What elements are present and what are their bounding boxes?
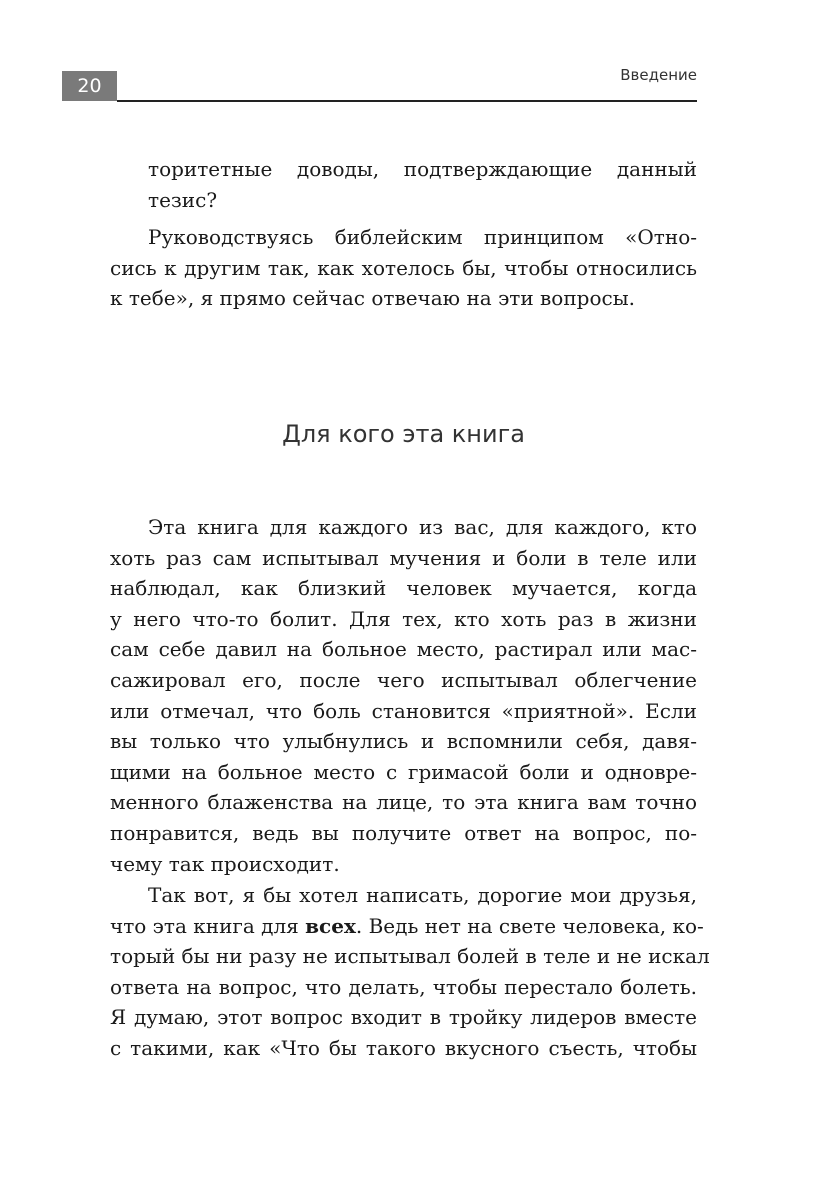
text-line: Эта книга для каждого из вас, для каждого, кто	[148, 515, 697, 539]
intro-continuation	[110, 154, 697, 215]
text-line: хоть раз сам испытывал мучения и боли в теле или	[110, 545, 697, 570]
text-line: к тебе», я прямо сейчас отвечаю на эти вопросы.	[110, 286, 635, 311]
text-line: или отмечал, что боль становится «приятной». Если	[110, 698, 697, 723]
text-line: Так вот, я бы хотел написать, дорогие мои друзья,	[148, 883, 697, 907]
text-line: щими на больное место с гримасой боли и одновре-	[110, 759, 697, 784]
text-span: . Ведь нет на свете человека, ко-	[355, 913, 704, 938]
text-line: Я думаю, этот вопрос входит в тройку лидеров вместе	[110, 1005, 697, 1030]
text-line: торитетные доводы, подтверждающие данный	[148, 157, 697, 181]
text-line	[110, 911, 704, 942]
text-line: чему так происходит.	[110, 851, 340, 876]
emphasis-all: всех	[305, 913, 356, 938]
header-rule	[117, 100, 697, 102]
text-line: сажировал его, после чего испытывал облегчение	[110, 667, 697, 692]
text-line: менного блаженства на лице, то эта книга вам точно	[110, 790, 697, 815]
running-title: Введение	[620, 66, 697, 84]
text-line: ответа на вопрос, что делать, чтобы перестало болеть.	[110, 974, 697, 999]
text-line: торый бы ни разу не испытывал болей в теле и не искал	[110, 944, 710, 969]
section-heading: Для кого эта книга	[282, 420, 525, 448]
page-number: 20	[62, 71, 117, 101]
text-span: что эта книга для	[110, 913, 306, 938]
text-line: тезис?	[148, 187, 218, 212]
text-line: наблюдал, как близкий человек мучается, когда	[110, 576, 697, 601]
text-line: понравится, ведь вы получите ответ на вопрос, по-	[110, 820, 697, 845]
text-line: вы только что улыбнулись и вспомнили себя, давя-	[110, 729, 697, 754]
text-line: Руководствуясь библейским принципом «Отно-	[148, 225, 697, 249]
paragraph	[110, 880, 710, 1064]
text-line: у него что-то болит. Для тех, кто хоть раз в жизни	[110, 606, 697, 631]
text-line: с такими, как «Что бы такого вкусного съесть, чтобы	[110, 1035, 697, 1060]
paragraph	[110, 222, 697, 314]
text-line: сам себе давил на больное место, растирал или мас-	[110, 637, 697, 662]
paragraph	[110, 512, 697, 879]
text-line: сись к другим так, как хотелось бы, чтобы относились	[110, 255, 697, 280]
